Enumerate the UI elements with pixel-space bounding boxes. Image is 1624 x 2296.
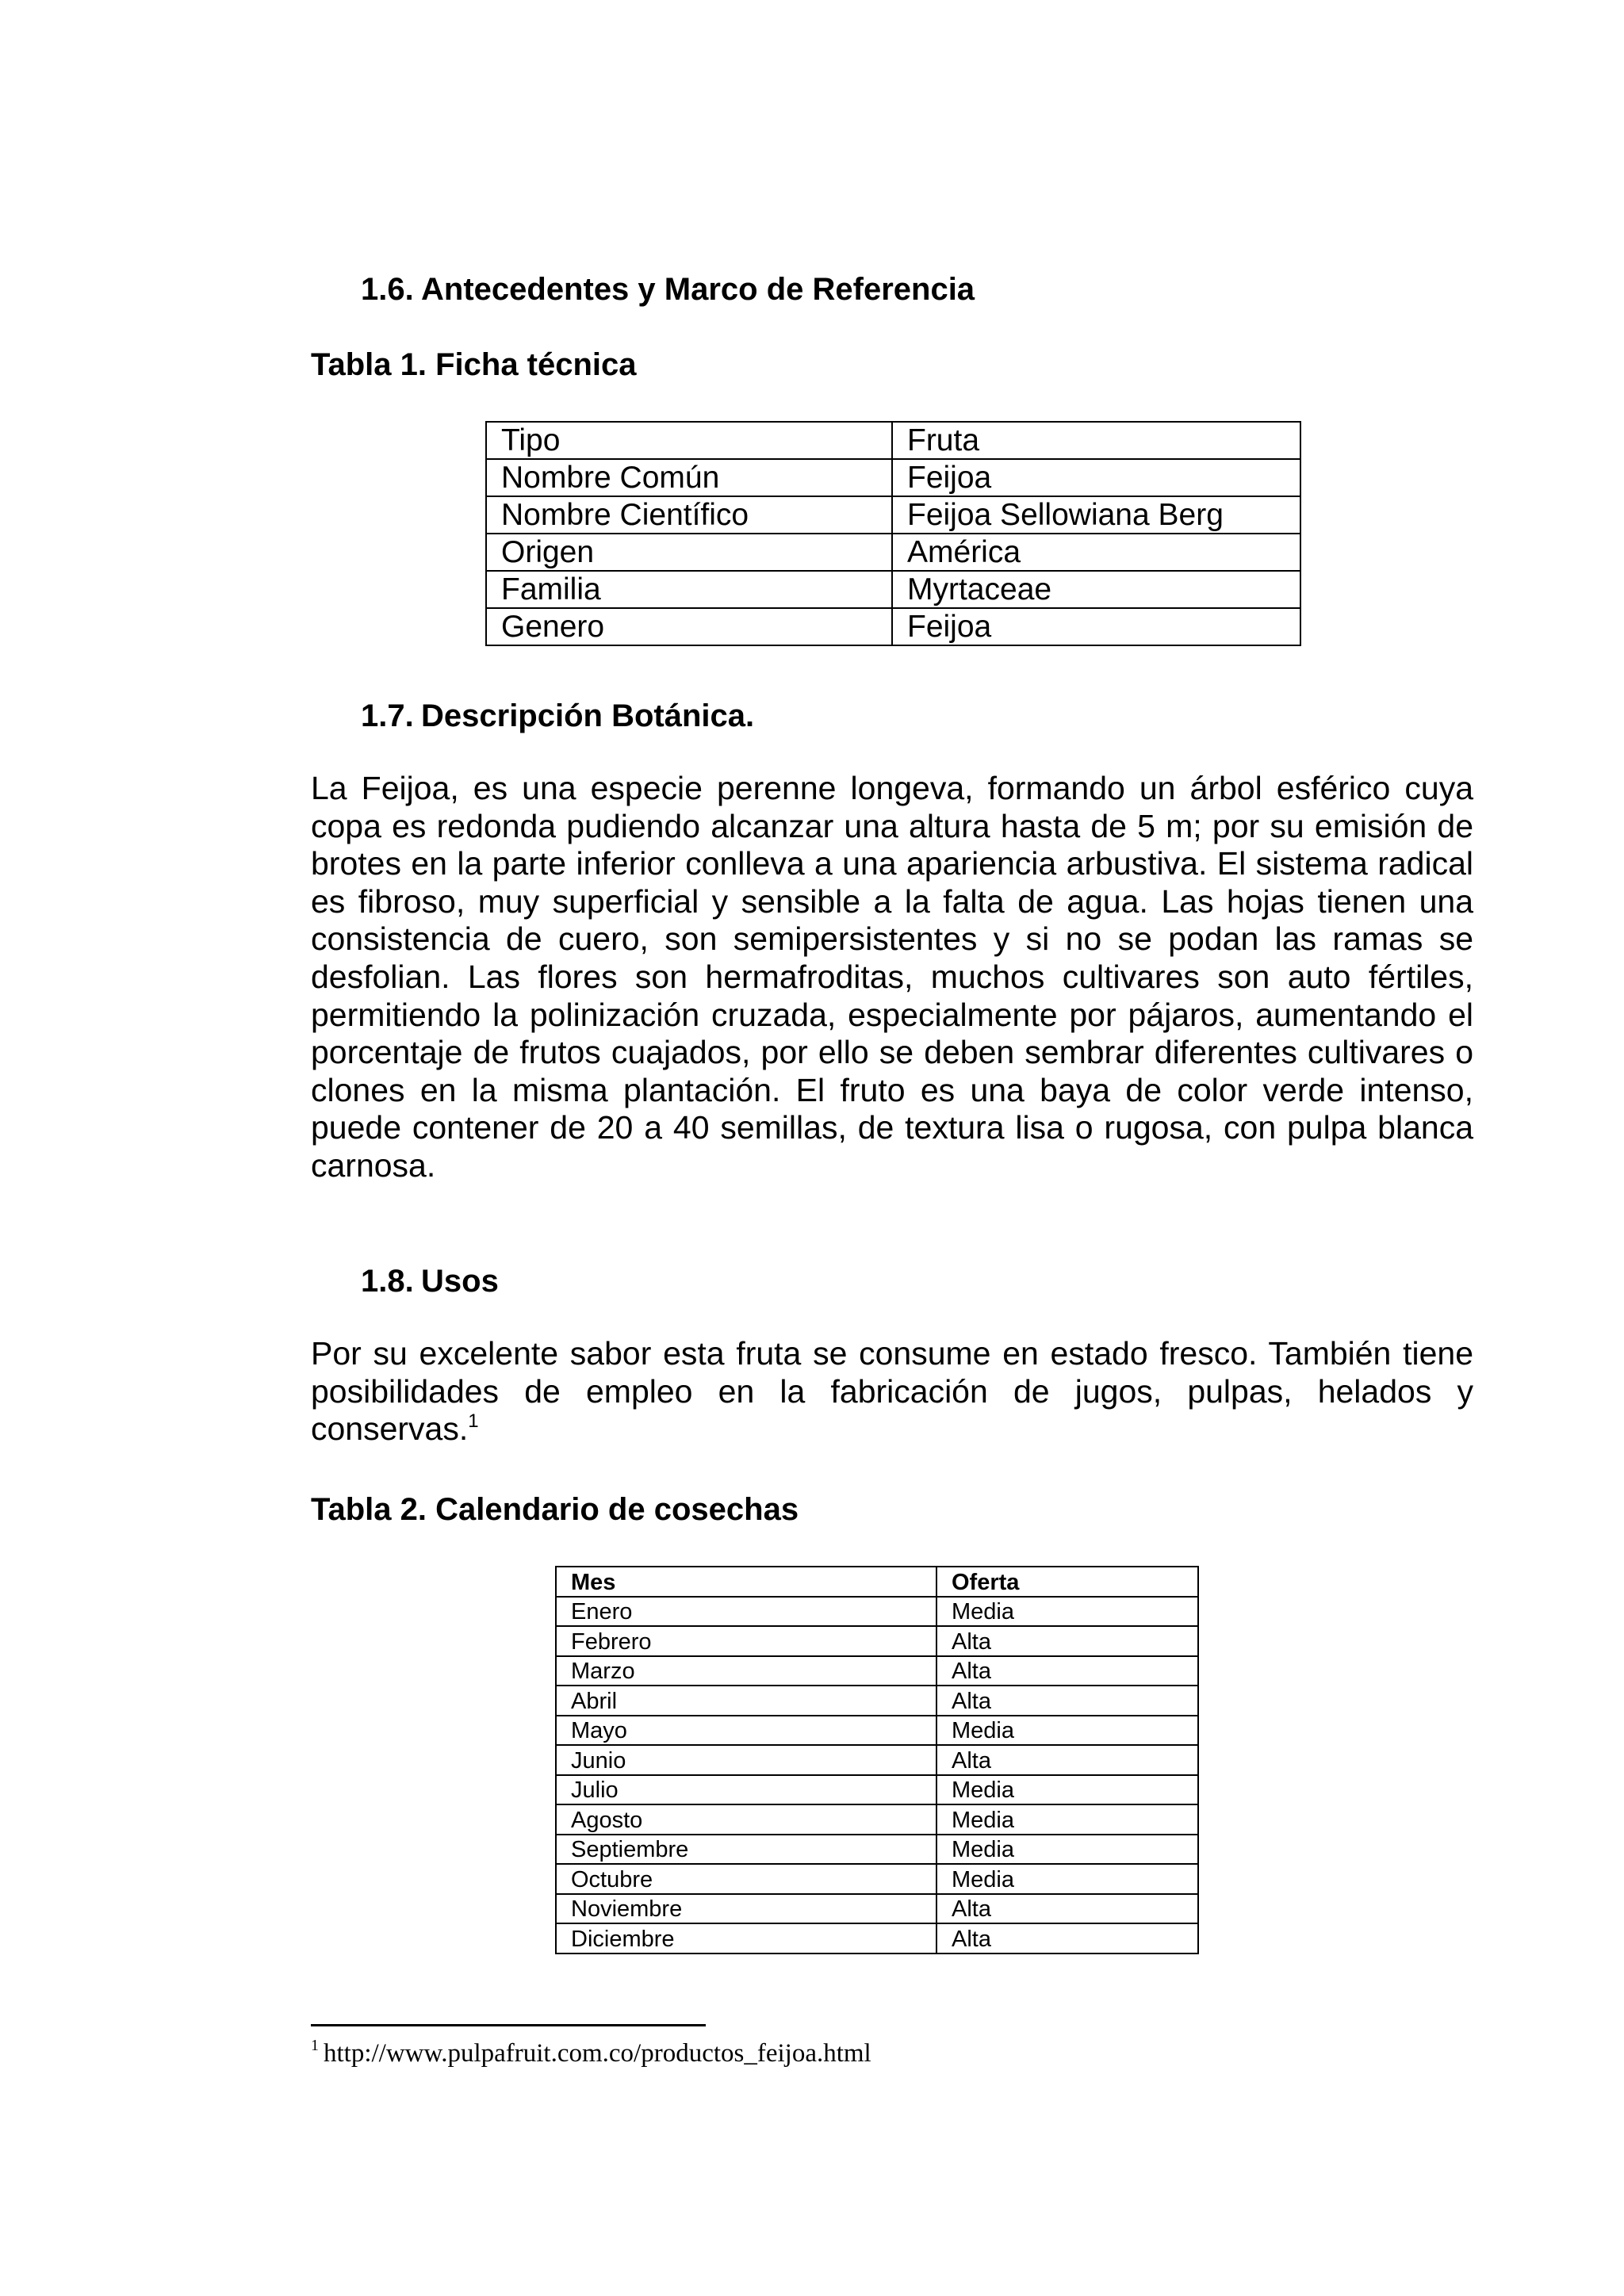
table-cell: Octubre xyxy=(556,1864,936,1894)
footnote-marker: 1 xyxy=(311,2037,319,2054)
table-cell: Marzo xyxy=(556,1656,936,1686)
table-row xyxy=(486,608,1300,645)
table-cell: Junio xyxy=(556,1745,936,1775)
table-row xyxy=(556,1656,1198,1686)
table-cell: Alta xyxy=(936,1894,1198,1924)
table-cell: Familia xyxy=(486,571,892,608)
table-row xyxy=(556,1716,1198,1746)
table-cell: Origen xyxy=(486,534,892,571)
footnote-reference[interactable]: 1 xyxy=(468,1410,479,1433)
section-number: 1.7. xyxy=(361,698,414,733)
section-heading-1-6 xyxy=(361,270,975,308)
descripcion-paragraph: La Feijoa, es una especie perenne longeva, formando un árbol esférico cuya copa es redonda pudiendo alcanzar una altura hasta de 5 m; por su emisión de brotes en la parte inferior conlleva a una apariencia arbustiva. El sistema radical es fibroso, muy superficial y sensible a la falta de agua. Las hojas tienen una consistencia de cuero, son semipersistentes y si no se podan las ramas se desfolian. Las flores son hermafroditas, muchos cultivares son auto fértiles, permitiendo la polinización cruzada, especialmente por pájaros, aumentando el porcentaje de frutos cuajados, por ello se deben sembrar diferentes cultivares o clones en la misma plantación. El fruto es una baya de color verde intenso, puede contener de 20 a 40 semillas, de textura lisa o rugosa, con pulpa blanca carnosa. xyxy=(311,770,1473,1184)
table1-caption: Tabla 1. Ficha técnica xyxy=(311,347,637,382)
table-cell: Myrtaceae xyxy=(892,571,1300,608)
table-cell: Nombre Científico xyxy=(486,496,892,534)
table-cell: Mayo xyxy=(556,1716,936,1746)
table-row xyxy=(556,1775,1198,1805)
table-cell: Genero xyxy=(486,608,892,645)
section-title: Antecedentes y Marco de Referencia xyxy=(421,272,975,307)
table-cell: Alta xyxy=(936,1656,1198,1686)
table-row xyxy=(486,496,1300,534)
table-row xyxy=(486,571,1300,608)
table-row xyxy=(556,1923,1198,1954)
column-header: Oferta xyxy=(936,1567,1198,1597)
table-row xyxy=(486,459,1300,496)
footnote-separator xyxy=(311,2024,706,2026)
table-cell: Media xyxy=(936,1716,1198,1746)
table-cell: Media xyxy=(936,1775,1198,1805)
table-cell: Feijoa xyxy=(892,608,1300,645)
table-cell: Enero xyxy=(556,1597,936,1627)
table-row xyxy=(556,1835,1198,1865)
table-cell: Alta xyxy=(936,1745,1198,1775)
table-cell: América xyxy=(892,534,1300,571)
table-cell: Febrero xyxy=(556,1626,936,1656)
usos-paragraph xyxy=(311,1335,1473,1448)
table-row xyxy=(556,1626,1198,1656)
section-title: Usos xyxy=(421,1264,499,1299)
table-header-row xyxy=(556,1567,1198,1597)
table-cell: Nombre Común xyxy=(486,459,892,496)
table-cell: Feijoa Sellowiana Berg xyxy=(892,496,1300,534)
ficha-tecnica-table xyxy=(485,421,1301,646)
table-cell: Alta xyxy=(936,1686,1198,1716)
table-cell: Tipo xyxy=(486,422,892,459)
section-heading-1-7 xyxy=(361,697,754,735)
table-row xyxy=(556,1745,1198,1775)
footnote xyxy=(311,2038,871,2069)
section-number: 1.6. xyxy=(361,272,414,307)
table-row xyxy=(486,534,1300,571)
section-heading-1-8 xyxy=(361,1262,499,1300)
table-row xyxy=(556,1686,1198,1716)
table-row xyxy=(486,422,1300,459)
table-row xyxy=(556,1864,1198,1894)
footnote-url[interactable]: http://www.pulpafruit.com.co/productos_feijoa.html xyxy=(324,2039,871,2068)
calendario-cosechas-table xyxy=(555,1566,1199,1954)
usos-text: Por su excelente sabor esta fruta se consume en estado fresco. También tiene posibilidades de empleo en la fabricación de jugos, pulpas, helados y conservas. xyxy=(311,1335,1473,1448)
section-title: Descripción Botánica. xyxy=(421,698,755,733)
table-row xyxy=(556,1804,1198,1835)
table-cell: Fruta xyxy=(892,422,1300,459)
table-row xyxy=(556,1894,1198,1924)
table-cell: Media xyxy=(936,1864,1198,1894)
table-cell: Septiembre xyxy=(556,1835,936,1865)
table-cell: Media xyxy=(936,1835,1198,1865)
section-number: 1.8. xyxy=(361,1264,414,1299)
column-header: Mes xyxy=(556,1567,936,1597)
table-cell: Media xyxy=(936,1597,1198,1627)
table-cell: Alta xyxy=(936,1923,1198,1954)
table-cell: Abril xyxy=(556,1686,936,1716)
table-cell: Julio xyxy=(556,1775,936,1805)
table-cell: Feijoa xyxy=(892,459,1300,496)
table-cell: Media xyxy=(936,1804,1198,1835)
table-cell: Alta xyxy=(936,1626,1198,1656)
table-cell: Agosto xyxy=(556,1804,936,1835)
table-row xyxy=(556,1597,1198,1627)
table-cell: Diciembre xyxy=(556,1923,936,1954)
table2-caption: Tabla 2. Calendario de cosechas xyxy=(311,1492,799,1527)
table-cell: Noviembre xyxy=(556,1894,936,1924)
